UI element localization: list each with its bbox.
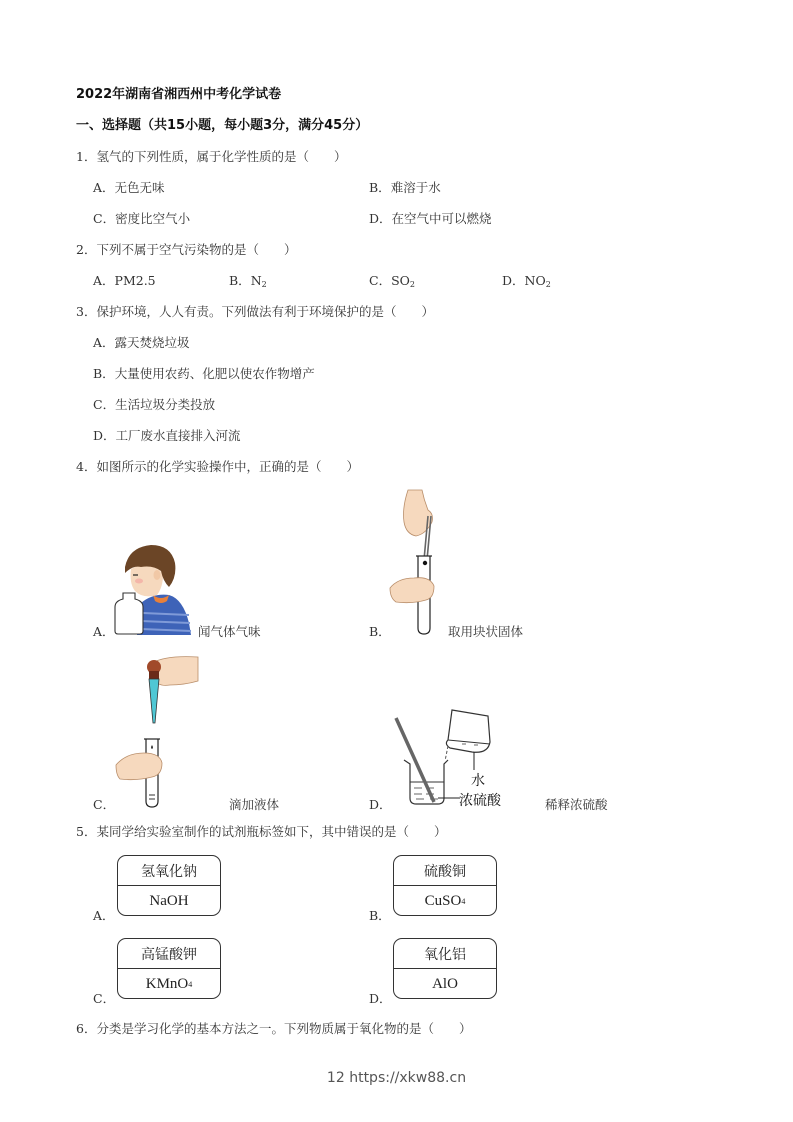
- acid-label: 浓硫酸: [459, 793, 501, 809]
- label-name: 硫酸铜: [394, 856, 496, 886]
- reagent-label-a: [117, 855, 221, 916]
- label-formula: AlO: [432, 975, 458, 992]
- question-stem: 保护环境，人人有责。下列做法有利于环境保护的是（ ）: [96, 304, 434, 319]
- reagent-label-c: [117, 938, 221, 999]
- question-6: [76, 1019, 471, 1037]
- question-1: [76, 147, 346, 165]
- label-formula: CuSO 4: [424, 892, 466, 909]
- q5-option-a-letter: A．: [93, 908, 115, 923]
- question-number: 1．: [76, 149, 97, 164]
- question-number: 2．: [76, 242, 97, 257]
- q4-option-c-letter: C．: [93, 797, 116, 812]
- q1-option-a: A．无色无味: [93, 180, 165, 195]
- q4-option-a-caption: 闻气体气味: [198, 624, 261, 639]
- q4-option-c-caption: 滴加液体: [229, 797, 280, 812]
- smelling-gas-illustration: [113, 543, 193, 635]
- q4-option-b-letter: B．: [369, 624, 391, 639]
- q3-option-a: A．露天焚烧垃圾: [93, 335, 190, 350]
- q1-option-c: C．密度比空气小: [93, 211, 191, 226]
- q5-option-c-letter: C．: [93, 991, 116, 1006]
- q3-option-d: D．工厂废水直接排入河流: [93, 428, 241, 443]
- q2-option-b: B．$N_2$: [229, 273, 267, 289]
- reagent-label-d: [393, 938, 497, 999]
- q3-option-b: B．大量使用农药、化肥以使农作物增产: [93, 366, 315, 381]
- label-name: 氢氧化钠: [118, 856, 220, 886]
- label-name: 高锰酸钾: [118, 939, 220, 969]
- question-number: 4．: [76, 459, 97, 474]
- question-stem: 氢气的下列性质，属于化学性质的是（ ）: [96, 149, 347, 164]
- adding-solid-to-test-tube-illustration: [388, 488, 448, 636]
- q5-option-d-letter: D．: [369, 991, 392, 1006]
- q2-option-c: C．$SO_2$: [369, 273, 415, 289]
- question-number: 5．: [76, 824, 97, 839]
- q3-option-c: C．生活垃圾分类投放: [93, 397, 216, 412]
- page-footer: [0, 1070, 793, 1086]
- q5-option-b-letter: B．: [369, 908, 391, 923]
- dropping-liquid-illustration: [114, 655, 200, 810]
- footer-site-link[interactable]: https://xkw88.cn: [349, 1070, 467, 1086]
- question-number: 6．: [76, 1021, 97, 1036]
- question-3: [76, 302, 434, 320]
- question-stem: 某同学给实验室制作的试剂瓶标签如下，其中错误的是（ ）: [96, 824, 447, 839]
- page-number: 12: [326, 1070, 345, 1086]
- question-4: [76, 457, 359, 475]
- question-stem: 分类是学习化学的基本方法之一。下列物质属于氧化物的是（ ）: [96, 1021, 472, 1036]
- section-heading: 一、选择题（共15小题，每小题3分，满分45分）: [76, 118, 369, 133]
- q2-option-d: D．$NO_2$: [502, 273, 551, 289]
- label-name: 氧化铝: [394, 939, 496, 969]
- question-stem: 如图所示的化学实验操作中，正确的是（ ）: [96, 459, 359, 474]
- q4-option-d-caption: 稀释浓硫酸: [545, 797, 608, 812]
- question-stem: 下列不属于空气污染物的是（ ）: [96, 242, 297, 257]
- water-label: 水: [471, 773, 485, 789]
- q1-option-b: B．难溶于水: [369, 180, 441, 195]
- exam-title: 2022年湖南省湘西州中考化学试卷: [76, 87, 282, 102]
- question-number: 3．: [76, 304, 97, 319]
- q1-option-d: D．在空气中可以燃烧: [369, 211, 492, 226]
- q4-option-b-caption: 取用块状固体: [448, 624, 524, 639]
- label-formula: NaOH: [149, 892, 189, 909]
- q4-option-d-letter: D．: [369, 797, 392, 812]
- label-formula: KMnO 4: [145, 975, 193, 992]
- question-2: [76, 240, 296, 258]
- q2-option-a: A．PM2.5: [93, 273, 156, 288]
- reagent-label-b: [393, 855, 497, 916]
- q4-option-a-letter: A．: [93, 624, 115, 639]
- question-5: [76, 822, 446, 840]
